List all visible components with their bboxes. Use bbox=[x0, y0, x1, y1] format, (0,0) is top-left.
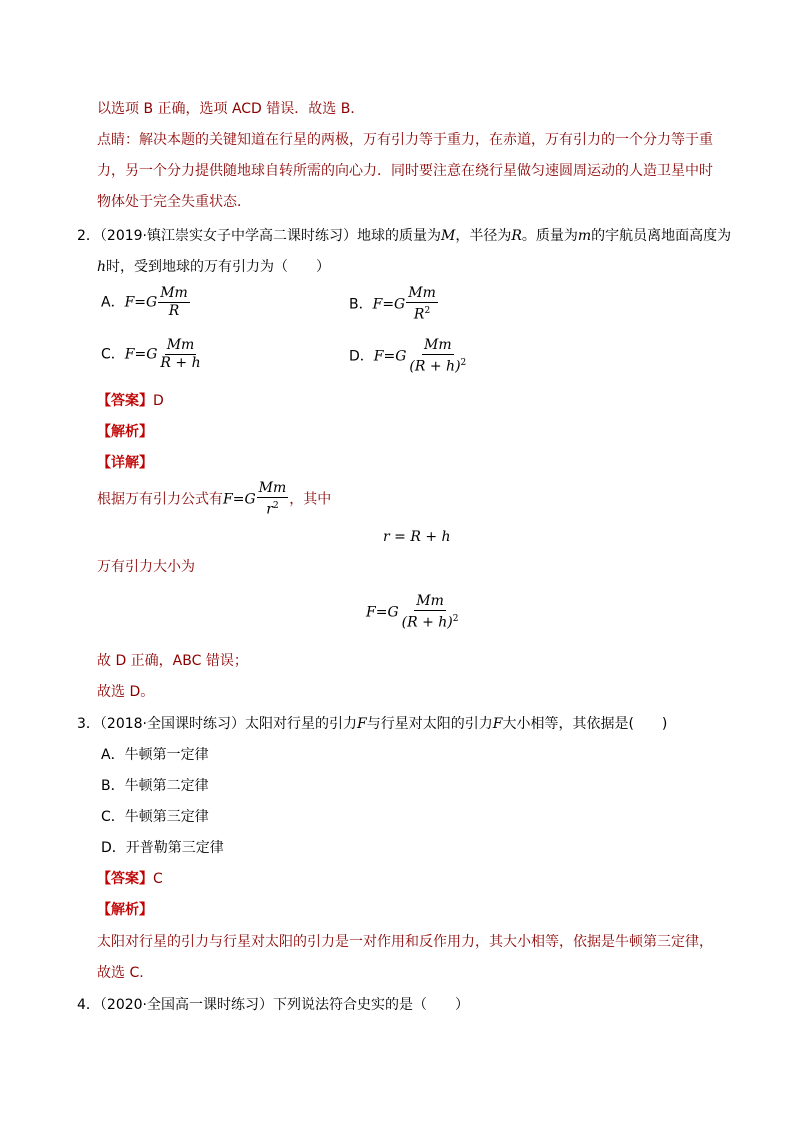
q2-final-formula bbox=[366, 593, 462, 632]
fraction-denominator bbox=[167, 303, 182, 320]
q2-number: 2． bbox=[77, 228, 100, 244]
formula-lhs: F bbox=[366, 604, 376, 621]
tip-text-1: ：解决本题的关键知道在行星的两极，万有引力等于重力，在赤道，万有引力的一个分力等于重 bbox=[125, 132, 713, 148]
q3-stem bbox=[77, 714, 667, 734]
q3-var-F: F bbox=[357, 716, 367, 732]
answer-label: 【答案】 bbox=[97, 393, 153, 409]
q2-detail-label: 【详解】 bbox=[97, 455, 153, 471]
q2-conclusion-1: 故 D 正确，ABC 错误； bbox=[97, 653, 248, 669]
option-label: D． bbox=[349, 348, 374, 365]
formula-lhs: F bbox=[372, 296, 383, 313]
prev-conclusion: 以选项 B 正确，选项 ACD 错误．故选 B． bbox=[97, 101, 365, 117]
answer-value: C bbox=[153, 871, 163, 887]
q4-number: 4． bbox=[77, 997, 100, 1013]
formula-eq: =G bbox=[134, 294, 158, 311]
denominator-exponent: 2 bbox=[452, 614, 459, 624]
fraction-numerator: Mm bbox=[416, 593, 444, 609]
option-label: C． bbox=[101, 809, 125, 825]
tip-line-2: 力，另一个分力提供随地球自转所需的向心力．同时要注意在绕行星做匀速圆周运动的人造卫星中时 bbox=[97, 163, 713, 179]
formula-lhs: F bbox=[223, 491, 233, 508]
option-text: 牛顿第一定律 bbox=[124, 747, 209, 763]
q2-size-text: 万有引力大小为 bbox=[97, 559, 195, 575]
denominator-text: R bbox=[413, 306, 425, 323]
formula-fraction bbox=[406, 285, 438, 324]
denominator-text: R + h bbox=[160, 355, 201, 371]
fraction-denominator bbox=[412, 303, 432, 324]
denominator-text: r bbox=[266, 501, 273, 518]
q2-conclusion-2: 故选 D。 bbox=[97, 684, 155, 700]
fraction-denominator bbox=[264, 498, 280, 519]
q3-option-c[interactable] bbox=[101, 807, 209, 827]
option-text: 开普勒第三定律 bbox=[125, 840, 224, 856]
q3-option-d[interactable] bbox=[101, 838, 224, 858]
q2-option-c[interactable] bbox=[101, 337, 204, 372]
answer-label: 【答案】 bbox=[97, 871, 153, 887]
option-label: B． bbox=[101, 778, 125, 794]
fraction-numerator: Mm bbox=[160, 285, 188, 301]
denominator-exponent: 2 bbox=[272, 501, 279, 511]
q2-option-b[interactable] bbox=[349, 285, 439, 324]
q4-source: （2020·全国高一课时练习） bbox=[99, 997, 274, 1013]
q3-analysis-label: 【解析】 bbox=[97, 902, 153, 918]
q2-stem-b: ，半径为 bbox=[455, 228, 512, 244]
q2-stem-line-1 bbox=[77, 226, 731, 246]
formula-fraction bbox=[400, 593, 461, 632]
option-text: 牛顿第三定律 bbox=[124, 809, 209, 825]
fraction-numerator: Mm bbox=[166, 337, 195, 353]
q3-analysis-1: 太阳对行星的引力与行星对太阳的引力是一对作用和反作用力，其大小相等，依据是牛顿第三定律， bbox=[97, 934, 713, 950]
q4-stem bbox=[77, 995, 469, 1015]
q3-stem-a: 太阳对行星的引力 bbox=[245, 716, 358, 732]
formula-fraction bbox=[407, 337, 468, 376]
q2-stem-a: 地球的质量为 bbox=[357, 228, 441, 244]
formula-fraction bbox=[158, 285, 190, 320]
fraction-numerator: Mm bbox=[258, 480, 287, 496]
fraction-numerator: Mm bbox=[424, 337, 452, 353]
denominator-text: R bbox=[168, 303, 180, 319]
q3-source: （2018·全国课时练习） bbox=[99, 716, 246, 732]
tip-line-1 bbox=[97, 130, 713, 150]
formula-fraction bbox=[257, 480, 289, 519]
q2-option-d[interactable] bbox=[349, 337, 469, 376]
q3-var-F2: F bbox=[492, 716, 503, 732]
fraction-denominator bbox=[400, 611, 461, 632]
formula-eq: =G bbox=[134, 346, 158, 363]
answer-value: D bbox=[153, 393, 164, 409]
option-label: D． bbox=[101, 840, 126, 856]
q2-var-R: R bbox=[511, 228, 522, 244]
q3-stem-c: 大小相等，其依据是( ) bbox=[502, 716, 668, 732]
q3-option-a[interactable] bbox=[101, 745, 209, 765]
denominator-text: (R + h) bbox=[401, 614, 453, 631]
q3-stem-b: 与行星对太阳的引力 bbox=[366, 716, 493, 732]
q2-r-equation: r = R + h bbox=[383, 529, 451, 545]
option-label: A． bbox=[101, 747, 125, 763]
fraction-numerator: Mm bbox=[408, 285, 436, 301]
fraction-denominator bbox=[407, 355, 468, 376]
q2-var-h: h bbox=[97, 259, 107, 275]
formula-lhs: F bbox=[373, 348, 384, 365]
q2-var-m: m bbox=[577, 228, 592, 244]
q3-number: 3． bbox=[77, 716, 100, 732]
detail-text-b: ，其中 bbox=[289, 491, 332, 508]
formula-lhs: F bbox=[124, 346, 135, 363]
tip-line-3: 物体处于完全失重状态． bbox=[97, 194, 251, 210]
option-label: A． bbox=[101, 294, 125, 311]
denominator-text: (R + h) bbox=[409, 358, 461, 375]
q2-detail-formula-line bbox=[97, 480, 331, 519]
denominator-exponent: 2 bbox=[424, 306, 431, 316]
formula-eq: =G bbox=[232, 491, 256, 508]
q3-option-b[interactable] bbox=[101, 776, 209, 796]
tip-label: 点睛 bbox=[97, 132, 125, 148]
detail-text-a: 根据万有引力公式有 bbox=[97, 491, 223, 508]
q2-stem-c: 。质量为 bbox=[521, 228, 578, 244]
fraction-denominator bbox=[158, 355, 202, 372]
denominator-exponent: 2 bbox=[460, 358, 467, 368]
q2-stem-e: 时，受到地球的万有引力为（ ） bbox=[106, 259, 331, 275]
option-label: C． bbox=[101, 346, 125, 363]
q2-stem-line-2 bbox=[97, 257, 330, 277]
formula-lhs: F bbox=[124, 294, 135, 311]
option-text: 牛顿第二定律 bbox=[124, 778, 209, 794]
q2-option-a[interactable] bbox=[101, 285, 191, 320]
option-label: B． bbox=[349, 296, 373, 313]
formula-eq: =G bbox=[383, 348, 407, 365]
q3-analysis-2: 故选 C. bbox=[97, 965, 144, 981]
q2-source: （2019·镇江崇实女子中学高二课时练习） bbox=[99, 228, 357, 244]
q4-stem-text: 下列说法符合史实的是（ ） bbox=[273, 997, 470, 1013]
q2-answer bbox=[97, 391, 164, 411]
q2-stem-d: 的宇航员离地面高度为 bbox=[591, 228, 732, 244]
formula-eq: =G bbox=[375, 604, 399, 621]
q3-answer bbox=[97, 869, 163, 889]
q2-var-M: M bbox=[441, 228, 456, 244]
formula-fraction bbox=[158, 337, 202, 372]
formula-eq: =G bbox=[382, 296, 406, 313]
q2-analysis-label: 【解析】 bbox=[97, 424, 153, 440]
